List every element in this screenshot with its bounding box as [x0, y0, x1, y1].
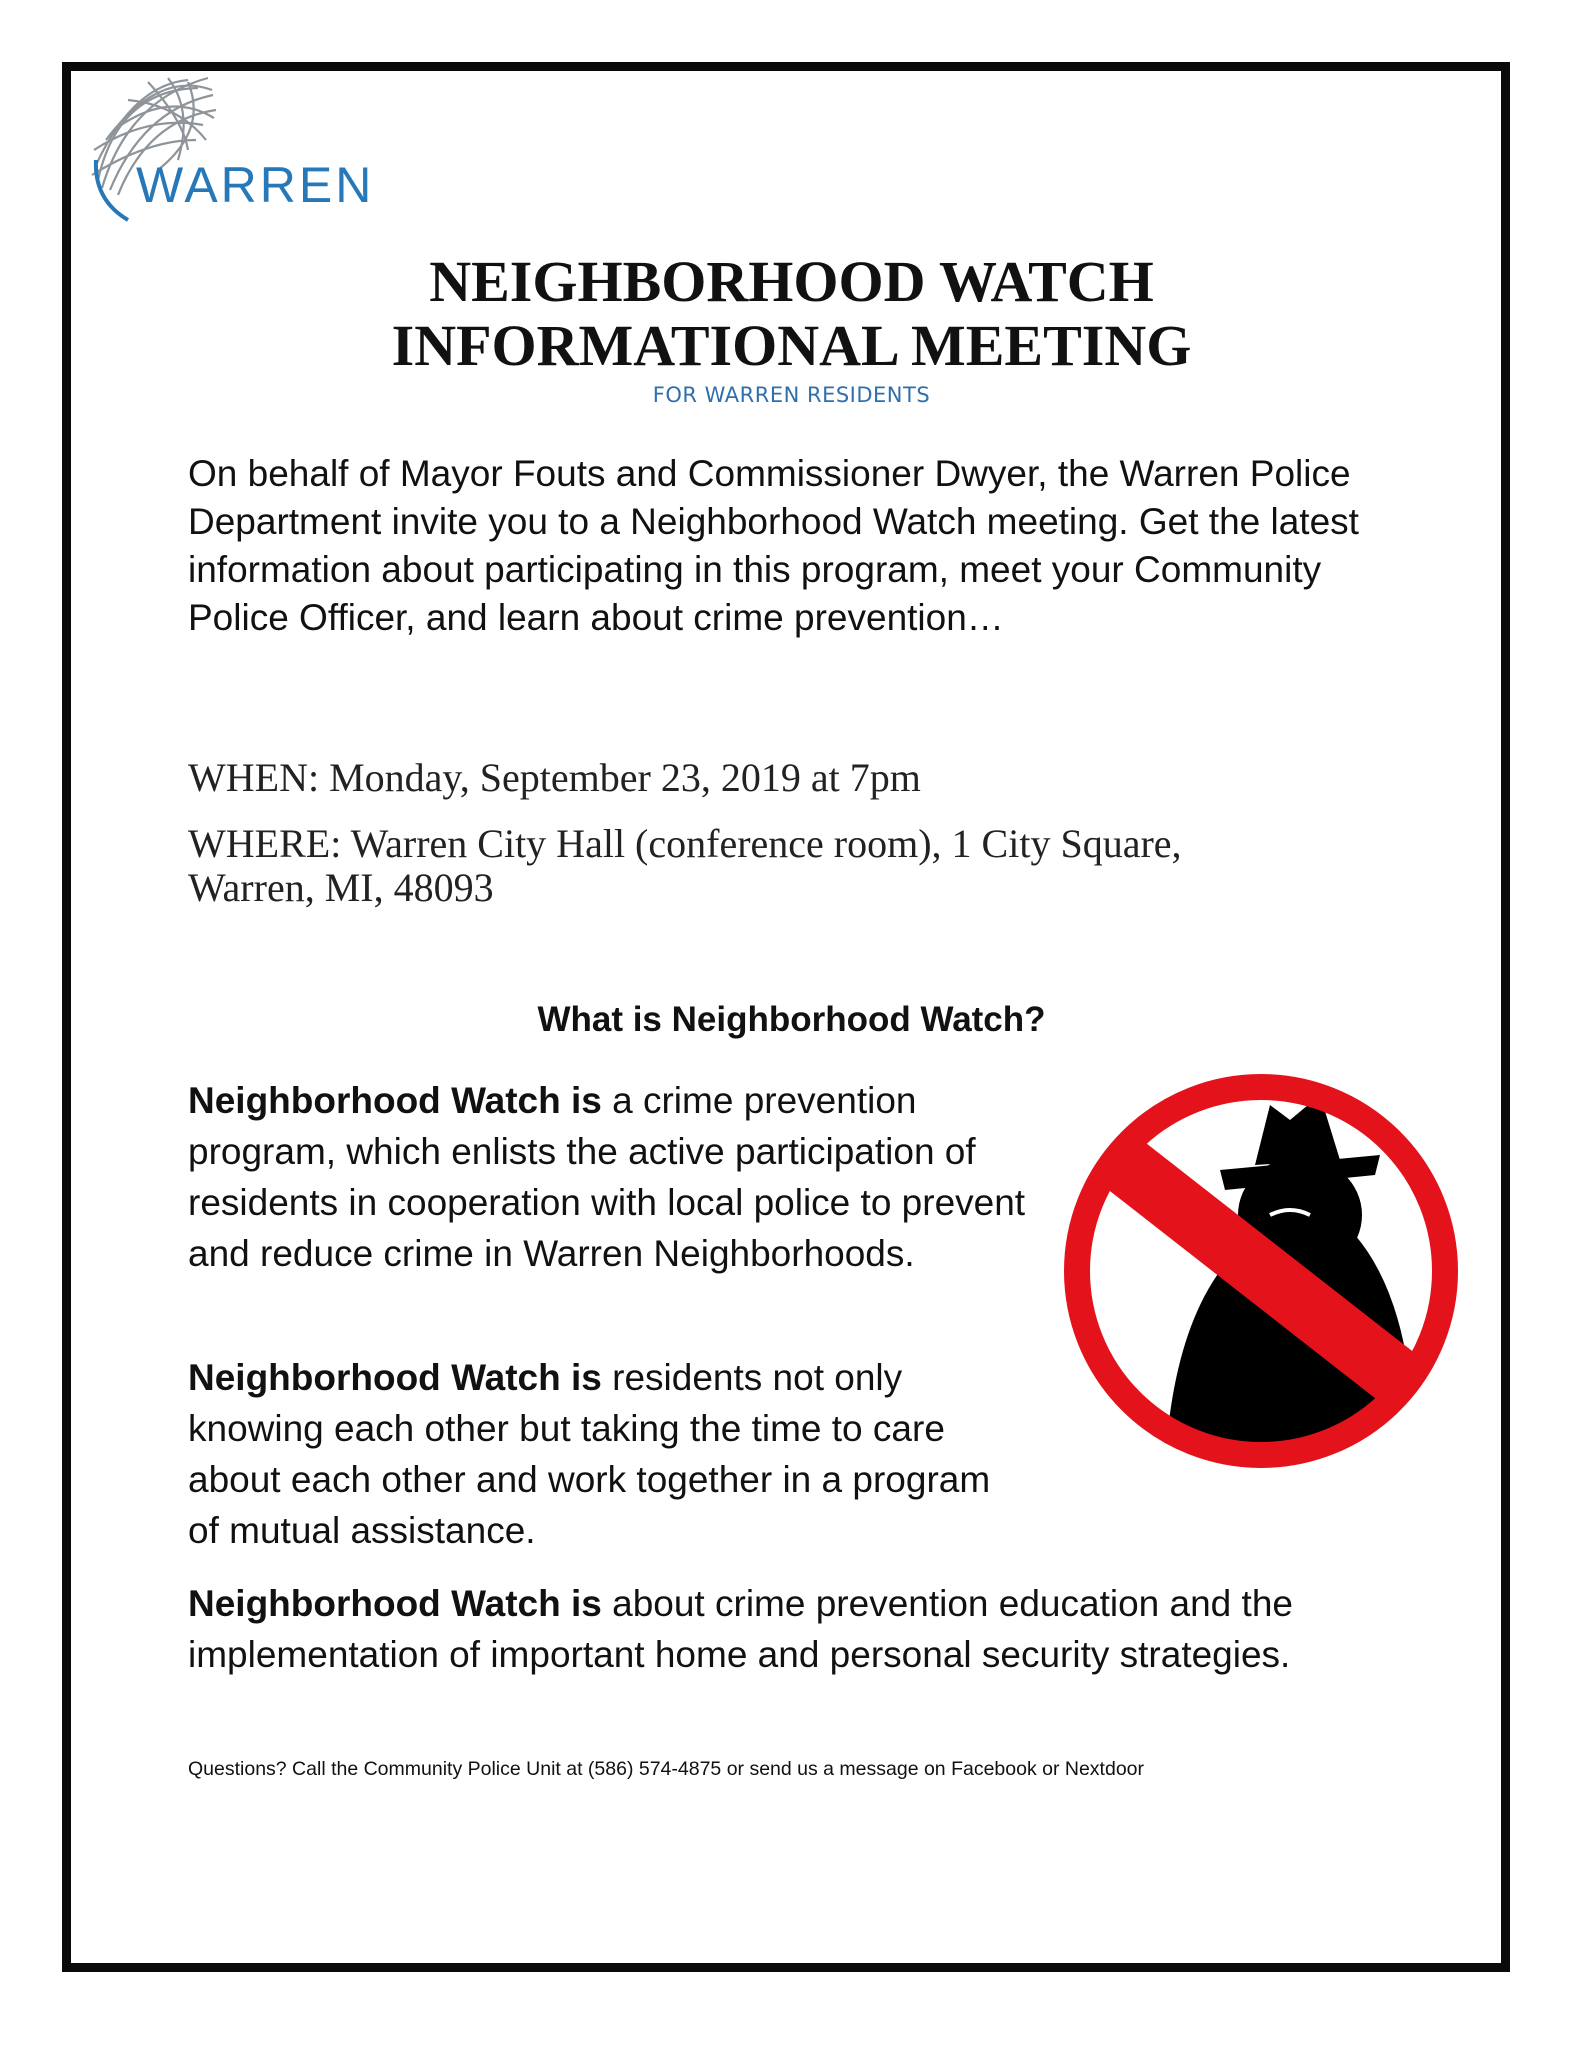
paragraph-1-text: a crime prevention program, which enlists the active participation of residents in cooperation with local police to prevent and reduce crime in Warren Neighborhoods.	[188, 1080, 1026, 1274]
paragraph-1-lead: Neighborhood Watch is	[188, 1080, 602, 1121]
warren-logo	[88, 70, 468, 230]
no-crime-sign-icon	[1055, 1065, 1467, 1477]
paragraph-2-lead: Neighborhood Watch is	[188, 1357, 602, 1398]
section-heading: What is Neighborhood Watch?	[537, 1000, 1046, 1039]
title-line-1: NEIGHBORHOOD WATCH	[429, 249, 1154, 314]
logo-wordmark: WARREN	[136, 157, 375, 213]
footer-questions: Questions? Call the Community Police Unit at (586) 574-4875 or send us a message on Facebook or Nextdoor	[188, 1758, 1145, 1780]
event-when: WHEN: Monday, September 23, 2019 at 7pm	[188, 755, 921, 800]
subtitle: FOR WARREN RESIDENTS	[652, 383, 931, 407]
paragraph-3-text: about crime prevention education and the implementation of important home and personal security strategies.	[188, 1583, 1293, 1675]
paragraph-2-text: residents not only knowing each other but taking the time to care about each other and work together in a program of mutual assistance.	[188, 1357, 991, 1551]
event-where-line-2: Warren, MI, 48093	[188, 865, 494, 910]
paragraph-2	[188, 1352, 1018, 1556]
paragraph-3	[188, 1578, 1408, 1680]
paragraph-1	[188, 1075, 1028, 1279]
intro-paragraph: On behalf of Mayor Fouts and Commissioner Dwyer, the Warren Police Department invite you to a Neighborhood Watch meeting. Get the latest information about participating in this program, meet your Community Police Officer, and learn about crime prevention…	[188, 453, 1359, 638]
event-where-line-1: WHERE: Warren City Hall (conference room), 1 City Square,	[188, 821, 1182, 866]
title-line-2: INFORMATIONAL MEETING	[391, 313, 1192, 378]
paragraph-3-lead: Neighborhood Watch is	[188, 1583, 602, 1624]
